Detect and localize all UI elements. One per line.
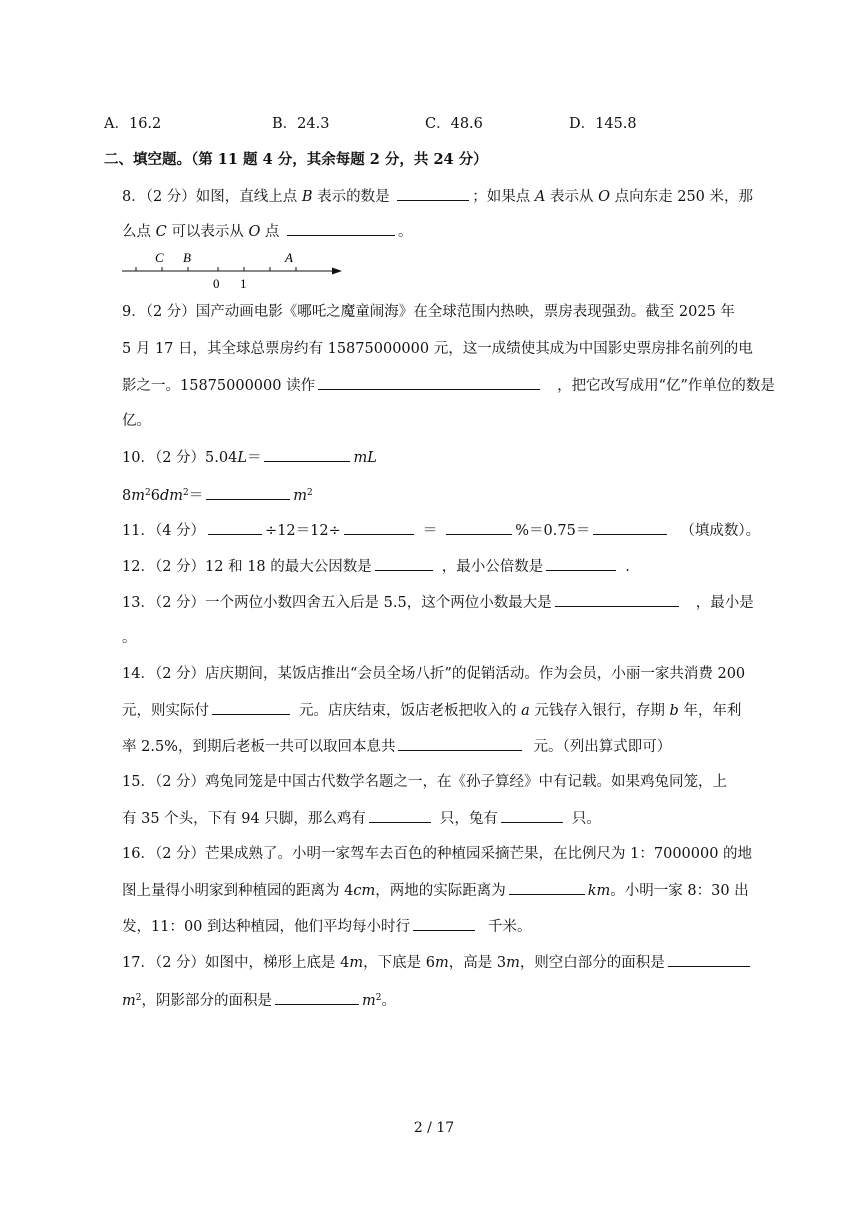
question-8-line-1: 8．（2 分）如图，直线上点 B 表示的数是 ；如果点 A 表示从 O 点向东走 250 米，那 (122, 186, 753, 207)
option-b: B．24.3 (272, 116, 330, 132)
question-15-line-1: 15．（2 分）鸡兔同笼是中国古代数学名题之一，在《孙子算经》中有记载。如果鸡兔同笼，上 (122, 774, 728, 790)
question-11: 11．（4 分） ÷12＝12÷ ＝ %＝0.75＝ （填成数）。 (122, 520, 760, 541)
answer-blank[interactable] (501, 808, 563, 823)
page-number: 2 / 17 (413, 1120, 455, 1136)
answer-blank[interactable] (318, 375, 540, 390)
answer-blank[interactable] (212, 700, 290, 715)
answer-blank[interactable] (287, 221, 395, 236)
answer-blank[interactable] (668, 952, 750, 967)
answer-blank[interactable] (275, 990, 359, 1005)
question-10-line-2: $8m^26dm^2= m^2$ (122, 483, 313, 506)
question-13-line-1: 13．（2 分）一个两位小数四舍五入后是 5.5，这个两位小数最大是 ，最小是 (122, 592, 754, 613)
answer-blank[interactable] (375, 556, 433, 571)
answer-blank[interactable] (397, 186, 469, 201)
answer-blank[interactable] (344, 520, 414, 535)
answer-blank[interactable] (509, 880, 585, 895)
question-17-line-2: $m^2$，阴影部分的面积是 $m^2$。 (122, 988, 396, 1011)
answer-blank[interactable] (413, 916, 475, 931)
question-10-line-1: 10．（2 分）5.04L＝ mL (122, 447, 377, 468)
question-9-line-1: 9．（2 分）国产动画电影《哪吒之魔童闹海》在全球范围内热映，票房表现强劲。截至 2025 年 (122, 304, 735, 320)
question-9-line-3: 影之一。15875000000 读作 ，把它改写成用“亿”作单位的数是 (122, 375, 775, 396)
answer-blank[interactable] (369, 808, 431, 823)
question-16-line-1: 16．（2 分）芒果成熟了。小明一家驾车去百色的种植园采摘芒果，在比例尺为 1：7000000 的地 (122, 846, 753, 862)
question-14-line-3: 率 2.5%，到期后老板一共可以取回本息共 元。（列出算式即可） (122, 736, 671, 757)
option-c: C．48.6 (425, 116, 483, 132)
answer-blank[interactable] (593, 520, 667, 535)
answer-blank[interactable] (446, 520, 512, 535)
answer-blank[interactable] (206, 485, 290, 500)
option-d: D．145.8 (569, 116, 637, 132)
question-15-line-2: 有 35 个头，下有 94 只脚，那么鸡有 只，兔有 只。 (122, 808, 601, 829)
tick-label-1: 1 (240, 276, 247, 291)
answer-blank[interactable] (208, 520, 262, 535)
question-13-line-2: 。 (122, 630, 137, 646)
answer-blank[interactable] (264, 447, 350, 462)
option-a: A．16.2 (104, 116, 162, 132)
question-14-line-2: 元，则实际付 元。店庆结束，饭店老板把收入的 a 元钱存入银行，存期 b 年，年利 (122, 700, 741, 721)
question-12: 12．（2 分）12 和 18 的最大公因数是 ，最小公倍数是 . (122, 556, 630, 577)
tick-label-0: 0 (213, 276, 220, 291)
answer-blank[interactable] (546, 556, 616, 571)
section-heading: 二、填空题。（第 11 题 4 分，其余每题 2 分，共 24 分） (104, 151, 488, 168)
question-14-line-1: 14．（2 分）店庆期间，某饭店推出“会员全场八折”的促销活动。作为会员，小丽一家共消费 200 (122, 666, 746, 682)
question-9-line-4: 亿。 (122, 413, 151, 429)
point-label-a: A (285, 250, 293, 265)
arrow-head-icon (332, 268, 342, 275)
question-16-line-3: 发，11：00 到达种植园，他们平均每小时行 千米。 (122, 916, 532, 937)
point-label-b: B (183, 250, 191, 265)
number-line-figure (122, 249, 347, 291)
question-16-line-2: 图上量得小明家到种植园的距离为 4cm，两地的实际距离为 km。小明一家 8：30 出 (122, 880, 749, 901)
question-9-line-2: 5 月 17 日，其全球总票房约有 15875000000 元，这一成绩使其成为中国影史票房排名前列的电 (122, 341, 753, 357)
question-17-line-1: 17．（2 分）如图中，梯形上底是 4m，下底是 6m，高是 3m，则空白部分的面积是 (122, 952, 753, 973)
question-8-line-2: 么点 C 可以表示从 O 点 。 (122, 221, 413, 242)
answer-blank[interactable] (555, 592, 679, 607)
answer-blank[interactable] (398, 736, 522, 751)
point-label-c: C (155, 250, 164, 265)
